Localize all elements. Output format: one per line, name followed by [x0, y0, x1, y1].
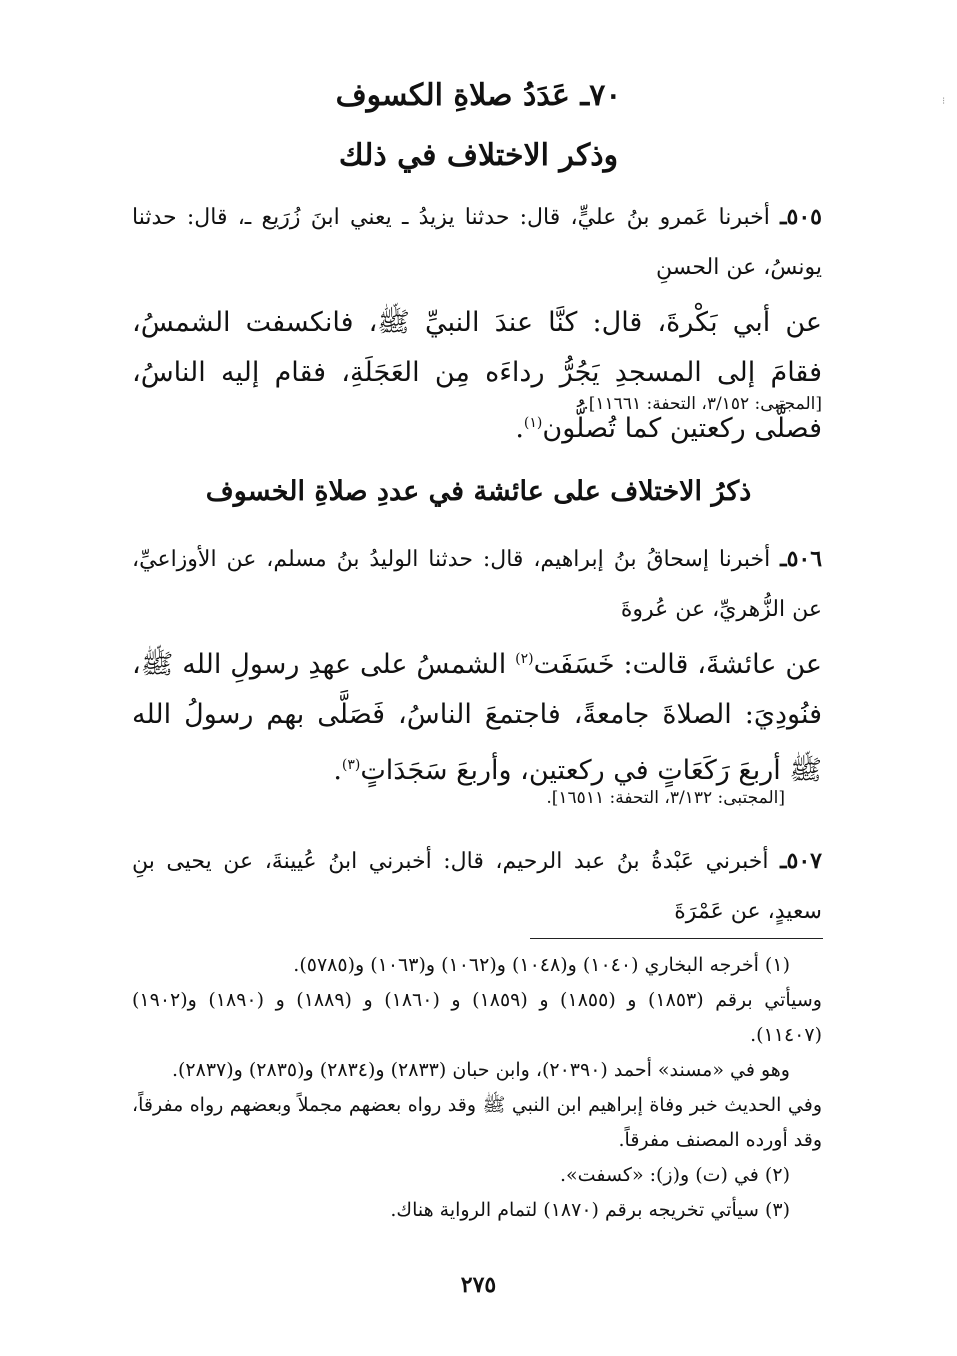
matn-end: . — [515, 413, 524, 444]
section-heading: ذكرُ الاختلاف على عائشة في عددِ صلاةِ الخسوف — [205, 476, 752, 507]
matn-text: عن أبي بَكْرةَ، قال: كنَّا عندَ النبيِّ ﷺ، فانكسفت الشمسُ، فقامَ إلى المسجدِ يَجُرُّ رداءَه مِن العَجَلَةِ، فقام إليه الناسُ، فصلَّى ركعتين كما تُصلُّون — [132, 307, 822, 444]
isnad-text: أخبرنا عَمرو بنُ عليٍّ، قال: حدثنا يزيدُ ـ يعني ابنَ زُرَيع ـ، قال: حدثنا يونسُ، عن الحسنِ — [132, 205, 822, 280]
hadith-506-isnad — [132, 534, 822, 635]
footnote-marker: (٢) — [515, 651, 534, 667]
footnote-1-line-1: (١) أخرجه البخاري (١٠٤٠) و(١٠٤٨) و(١٠٦٢) و(١٠٦٣) و(٥٧٨٥). — [293, 954, 790, 976]
isnad-text: أخبرني عَبْدةُ بنُ عبد الرحيم، قال: أخبرني ابنُ عُيينةَ، عن يحيى بنِ سعيدٍ، عن عَمْرَةَ — [132, 849, 822, 924]
hadith-number: ٥٠٦ـ — [780, 546, 823, 572]
footnote-1-line-4: وفي الحديث خبر وفاة إبراهيم ابن النبي ﷺ وقد رواه بعضهم مجملاً وبعضهم رواه مفرقاً، وقد أورده المصنف مفرقاً. — [132, 1094, 822, 1151]
hadith-505-matn — [132, 298, 822, 454]
hadith-number: ٥٠٧ـ — [780, 848, 822, 874]
hadith-505-reference: [المجتبى: ٣/١٥٢، التحفة: ١١٦٦١]. — [583, 394, 822, 414]
footnote-3: (٣) سيأتي تخريجه برقم (١٨٧٠) لتمام الرواية هناك. — [390, 1199, 790, 1221]
footnote-2: (٢) في (ت) و(ز): «كسفت». — [560, 1164, 790, 1186]
footnote-marker: (١) — [523, 415, 543, 431]
matn-text-b: الشمسُ على عهدِ رسولِ الله ﷺ، فنُودِيَ: الصلاةَ جامعةً، فاجتمعَ الناسُ، فَصَلَّى بهم رسولُ الله ﷺ أربعَ رَكَعَاتٍ في ركعتين، وأربعَ سَجَدَاتٍ — [132, 649, 822, 786]
footnotes — [132, 948, 822, 1228]
page-number: ٢٧٥ — [460, 1272, 497, 1298]
hadith-505-isnad — [132, 192, 822, 293]
footnote-marker: (٣) — [341, 757, 361, 773]
matn-end: . — [333, 755, 342, 786]
chapter-title: ٧٠ـ عَدَدُ صلاةِ الكسوف — [335, 78, 622, 113]
margin-dots: ⁝ — [942, 96, 946, 107]
hadith-506-reference: [المجتبى: ٣/١٣٢، التحفة: ١٦٥١١]. — [546, 788, 785, 808]
isnad-text: أخبرنا إسحاقُ بنُ إبراهيم، قال: حدثنا الوليدُ بنُ مسلم، عن الأوزاعيِّ، عن الزُّهريِّ، عن عُروةَ — [132, 547, 822, 622]
matn-text-a: عن عائشةَ، قالت: خَسَفَت — [533, 649, 822, 680]
chapter-subtitle: وذكر الاختلاف في ذلك — [338, 138, 619, 173]
footnote-separator — [530, 938, 823, 939]
hadith-507-isnad — [132, 836, 822, 937]
hadith-number: ٥٠٥ـ — [780, 204, 822, 230]
footnote-1-line-3: وهو في «مسند» أحمد (٢٠٣٩٠)، وابن حبان (٢٨٣٣) و(٢٨٣٤) و(٢٨٣٥) و(٢٨٣٧). — [171, 1059, 790, 1081]
hadith-506-matn — [132, 634, 822, 796]
footnote-1-line-2: وسيأتي برقم (١٨٥٣) و (١٨٥٥) و (١٨٥٩) و (١٨٦٠) و (١٨٨٩) و (١٨٩٠) و(١٩٠٢) (١١٤٠٧). — [132, 989, 822, 1046]
